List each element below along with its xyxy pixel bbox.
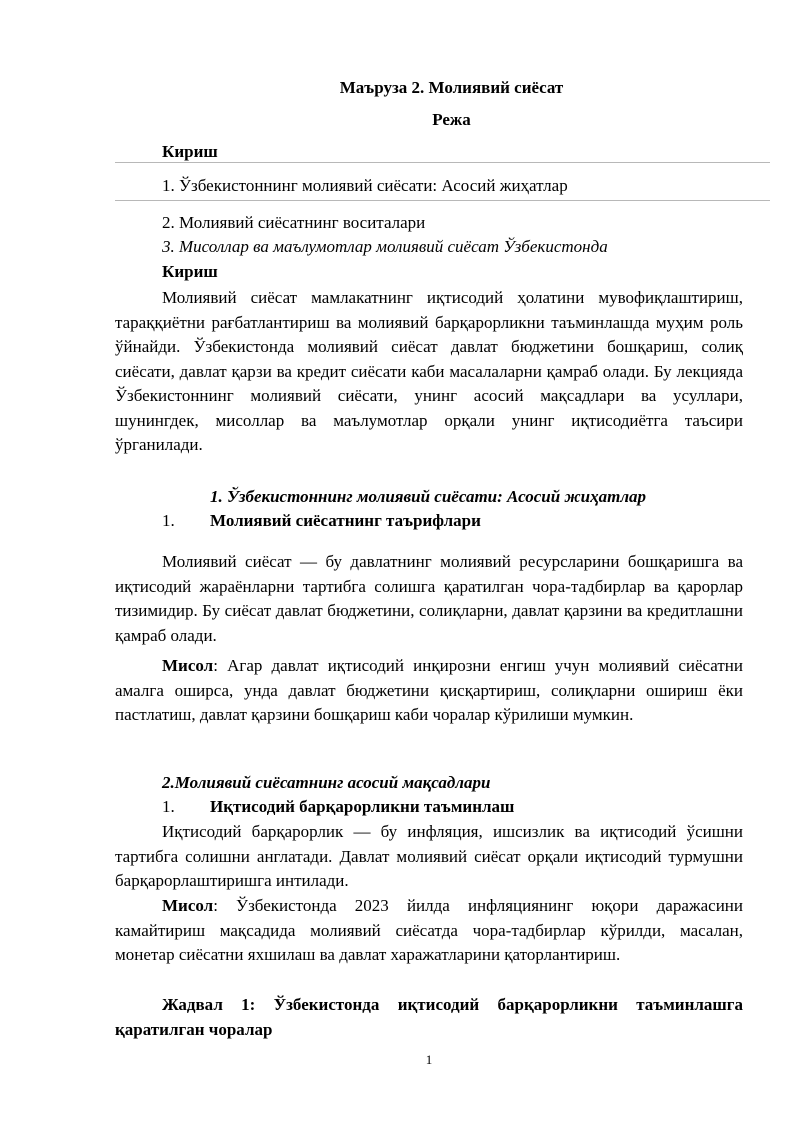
section2-paragraph: Иқтисодий барқарорлик — бу инфляция, ишсизлик ва иқтисодий ўсишни тартибга солишни англатади. Давлат молиявий сиёсат орқали иқтисодий турмушни барқарорлаштиришга интилади. bbox=[115, 822, 743, 890]
toc-item-3[interactable]: 3. Мисоллар ва маълумотлар молиявий сиёсат Ўзбекистонда bbox=[162, 237, 608, 256]
toc-item-1[interactable]: 1. Ўзбекистоннинг молиявий сиёсати: Асосий жиҳатлар bbox=[162, 176, 568, 195]
toc-divider bbox=[115, 200, 770, 201]
intro-paragraph: Молиявий сиёсат мамлакатнинг иқтисодий ҳолатини мувофиқлаштириш, тараққиётни рағбатлантириш ва молиявий барқарорликни таъминлашда муҳим роль ўйнайди. Ўзбекистонда молиявий сиёсат давлат бюджетини бошқариш, солиқ сиёсати, давлат қарзи ва кредит сиёсати каби масалаларни қамраб олади. Бу лекцияда Ўзбекистоннинг молиявий сиёсати, унинг асосий мақсадлари ва усуллари, шунингдек, мисоллар ва маълумотлар орқали унинг иқтисодиётга таъсири ўрганилади. bbox=[115, 288, 743, 454]
toc-intro[interactable]: Кириш bbox=[162, 142, 218, 161]
table-caption: Жадвал 1: Ўзбекистонда иқтисодий барқарорликни таъминлашга қаратилган чоралар bbox=[115, 995, 743, 1039]
toc-divider bbox=[115, 162, 770, 163]
toc-item-2[interactable]: 2. Молиявий сиёсатнинг воситалари bbox=[162, 213, 426, 232]
section2-subheading bbox=[162, 797, 514, 817]
intro-heading: Кириш bbox=[162, 262, 218, 281]
plan-heading: Режа bbox=[432, 110, 471, 129]
section2-heading: 2.Молиявий сиёсатнинг асосий мақсадлари bbox=[162, 773, 491, 792]
section1-subheading bbox=[162, 511, 481, 531]
section1-heading: 1. Ўзбекистоннинг молиявий сиёсати: Асосий жиҳатлар bbox=[210, 487, 647, 506]
section1-example bbox=[115, 654, 743, 728]
subheading-text: Молиявий сиёсатнинг таърифлари bbox=[210, 511, 481, 530]
example-label: Мисол bbox=[162, 896, 214, 915]
subheading-text: Иқтисодий барқарорликни таъминлаш bbox=[210, 797, 515, 816]
example-text: : Ўзбекистонда 2023 йилда инфляциянинг юқори даражасини камайтириш мақсадида молиявий сиёсатда чора-тадбирлар кўрилди, масалан, монетар сиёсатни яхшилаш ва давлат харажатларини қаторлантириш. bbox=[115, 896, 743, 964]
section2-example bbox=[115, 894, 743, 968]
page-number: 1 bbox=[425, 1052, 433, 1067]
example-label: Мисол bbox=[162, 656, 214, 675]
list-number: 1. bbox=[162, 511, 175, 530]
section1-paragraph: Молиявий сиёсат — бу давлатнинг молиявий ресурсларини бошқаришга ва иқтисодий жараёнларни тартибга солишга қаратилган чора-тадбирлар ва қарорлар тизимидир. Бу сиёсат давлат бюджетини, солиқларни, давлат қарзини ва кредитлашни қамраб олади. bbox=[115, 552, 743, 645]
example-text: : Агар давлат иқтисодий инқирозни енгиш учун молиявий сиёсатни амалга оширса, унда давлат бюджетини қисқартириш, солиқларни ошириш ёки пастлатиш, давлат қарзини бошқариш каби чоралар кўрилиши мумкин. bbox=[115, 656, 743, 724]
list-number: 1. bbox=[162, 797, 175, 816]
page-title: Маъруза 2. Молиявий сиёсат bbox=[339, 78, 564, 97]
